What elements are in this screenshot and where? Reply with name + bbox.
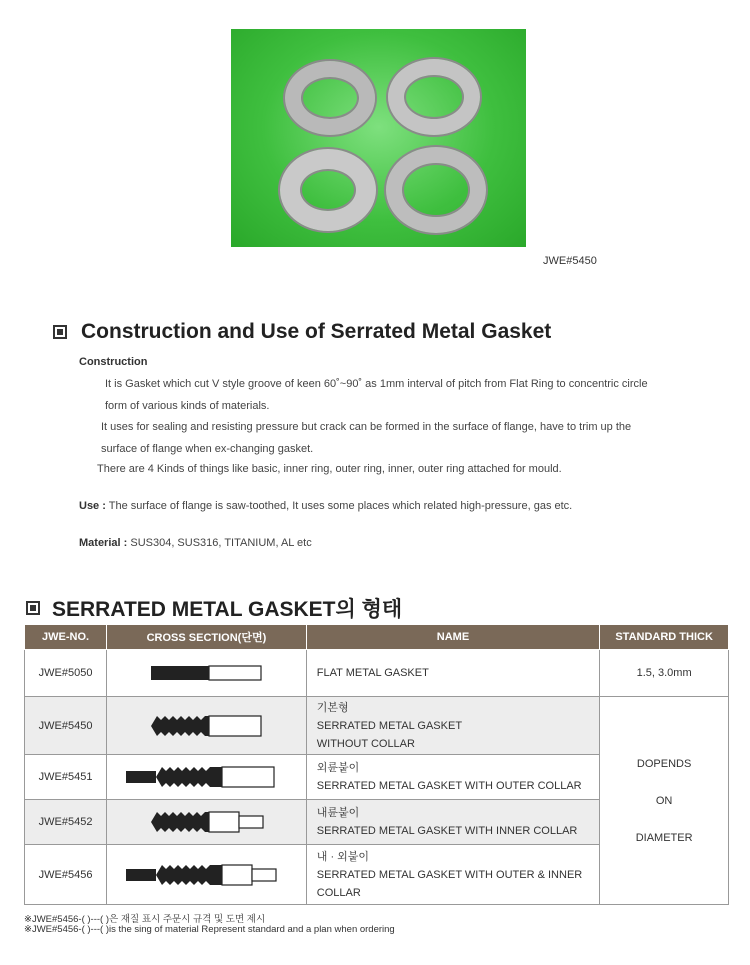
construction-line: There are 4 Kinds of things like basic, inner ring, outer ring, inner, outer ring attached for mould. (97, 463, 562, 475)
thick-cell-merged (600, 697, 729, 905)
name-line: SERRATED METAL GASKET WITH OUTER & INNER (316, 868, 583, 881)
photo-caption: JWE#5450 (543, 255, 597, 267)
name-line: WITHOUT COLLAR (316, 737, 415, 750)
material-paragraph (79, 537, 312, 549)
square-bullet-icon (53, 325, 67, 339)
inner-outer-collar-section-icon (126, 860, 286, 890)
row-number: JWE#5451 (25, 755, 107, 800)
gasket-spec-table (24, 624, 729, 905)
name-line: 내륜붙이 (316, 807, 360, 819)
name-line: COLLAR (316, 886, 361, 899)
name-line: FLAT METAL GASKET (316, 667, 429, 679)
cross-section-cell (107, 845, 307, 905)
name-line: 내 · 외붙이 (316, 850, 370, 863)
use-paragraph (79, 500, 572, 512)
name-cell (306, 755, 599, 800)
cross-section-cell (107, 800, 307, 845)
row-number: JWE#5450 (25, 697, 107, 755)
table-header-row (25, 625, 729, 650)
flat-section-icon (141, 663, 271, 683)
column-header: JWE-NO. (25, 625, 107, 650)
name-line: SERRATED METAL GASKET (316, 719, 463, 732)
product-photo (231, 29, 526, 247)
use-text: The surface of flange is saw-toothed, It uses some places which related high-pressure, gas etc. (105, 500, 573, 512)
table-row (25, 650, 729, 697)
section2-title: SERRATED METAL GASKET의 형태 (52, 598, 403, 621)
row-number: JWE#5452 (25, 800, 107, 845)
material-text: SUS304, SUS316, TITANIUM, AL etc (127, 537, 312, 549)
cross-section-cell (107, 755, 307, 800)
name-line: SERRATED METAL GASKET WITH INNER COLLAR (316, 825, 578, 837)
name-line: 외륜붙이 (316, 762, 360, 774)
row-number: JWE#5456 (25, 845, 107, 905)
cross-section-cell (107, 650, 307, 697)
inner-collar-section-icon (141, 807, 271, 837)
row-number: JWE#5050 (25, 650, 107, 697)
footnote: ※JWE#5456-( )---( )은 재질 표시 주문시 규격 및 도면 제시 (24, 914, 266, 925)
name-cell (306, 697, 599, 755)
footnote: ※JWE#5456-( )---( )is the sing of material Represent standard and a plan when ordering (24, 924, 395, 935)
name-line: 기본형 (316, 701, 349, 714)
section1-heading (53, 320, 551, 344)
name-cell (306, 845, 599, 905)
thick-line: DOPENDS (636, 757, 692, 770)
column-header: CROSS SECTION(단면) (107, 625, 307, 650)
gasket-ring-image (285, 61, 375, 135)
name-cell (306, 650, 599, 697)
section1-title: Construction and Use of Serrated Metal Gasket (81, 320, 552, 343)
cross-section-cell (107, 697, 307, 755)
material-label: Material : (79, 537, 128, 549)
thick-line: DIAMETER (635, 831, 693, 844)
construction-line: It uses for sealing and resisting pressure but crack can be formed in the surface of flange, have to trim up the (101, 421, 632, 433)
square-bullet-icon (26, 601, 40, 615)
thick-cell: 1.5, 3.0mm (600, 650, 729, 697)
gasket-ring-image (280, 149, 376, 231)
gasket-ring-image (388, 59, 480, 135)
thick-line: ON (655, 794, 673, 807)
section2-heading (26, 593, 402, 623)
name-cell (306, 800, 599, 845)
name-line: SERRATED METAL GASKET WITH OUTER COLLAR (316, 780, 582, 792)
construction-line: form of various kinds of materials. (105, 400, 270, 412)
use-label: Use : (79, 500, 106, 512)
construction-label: Construction (79, 356, 148, 368)
column-header: STANDARD THICK (600, 625, 729, 650)
table-row (25, 697, 729, 755)
serrated-section-icon (141, 711, 271, 741)
outer-collar-section-icon (126, 762, 286, 792)
construction-line: surface of flange when ex-changing gasket. (101, 443, 314, 455)
gasket-ring-image (386, 147, 486, 233)
column-header: NAME (306, 625, 599, 650)
construction-line: It is Gasket which cut V style groove of keen 60˚~90˚ as 1mm interval of pitch from Flat Ring to concentric circle (105, 378, 648, 390)
